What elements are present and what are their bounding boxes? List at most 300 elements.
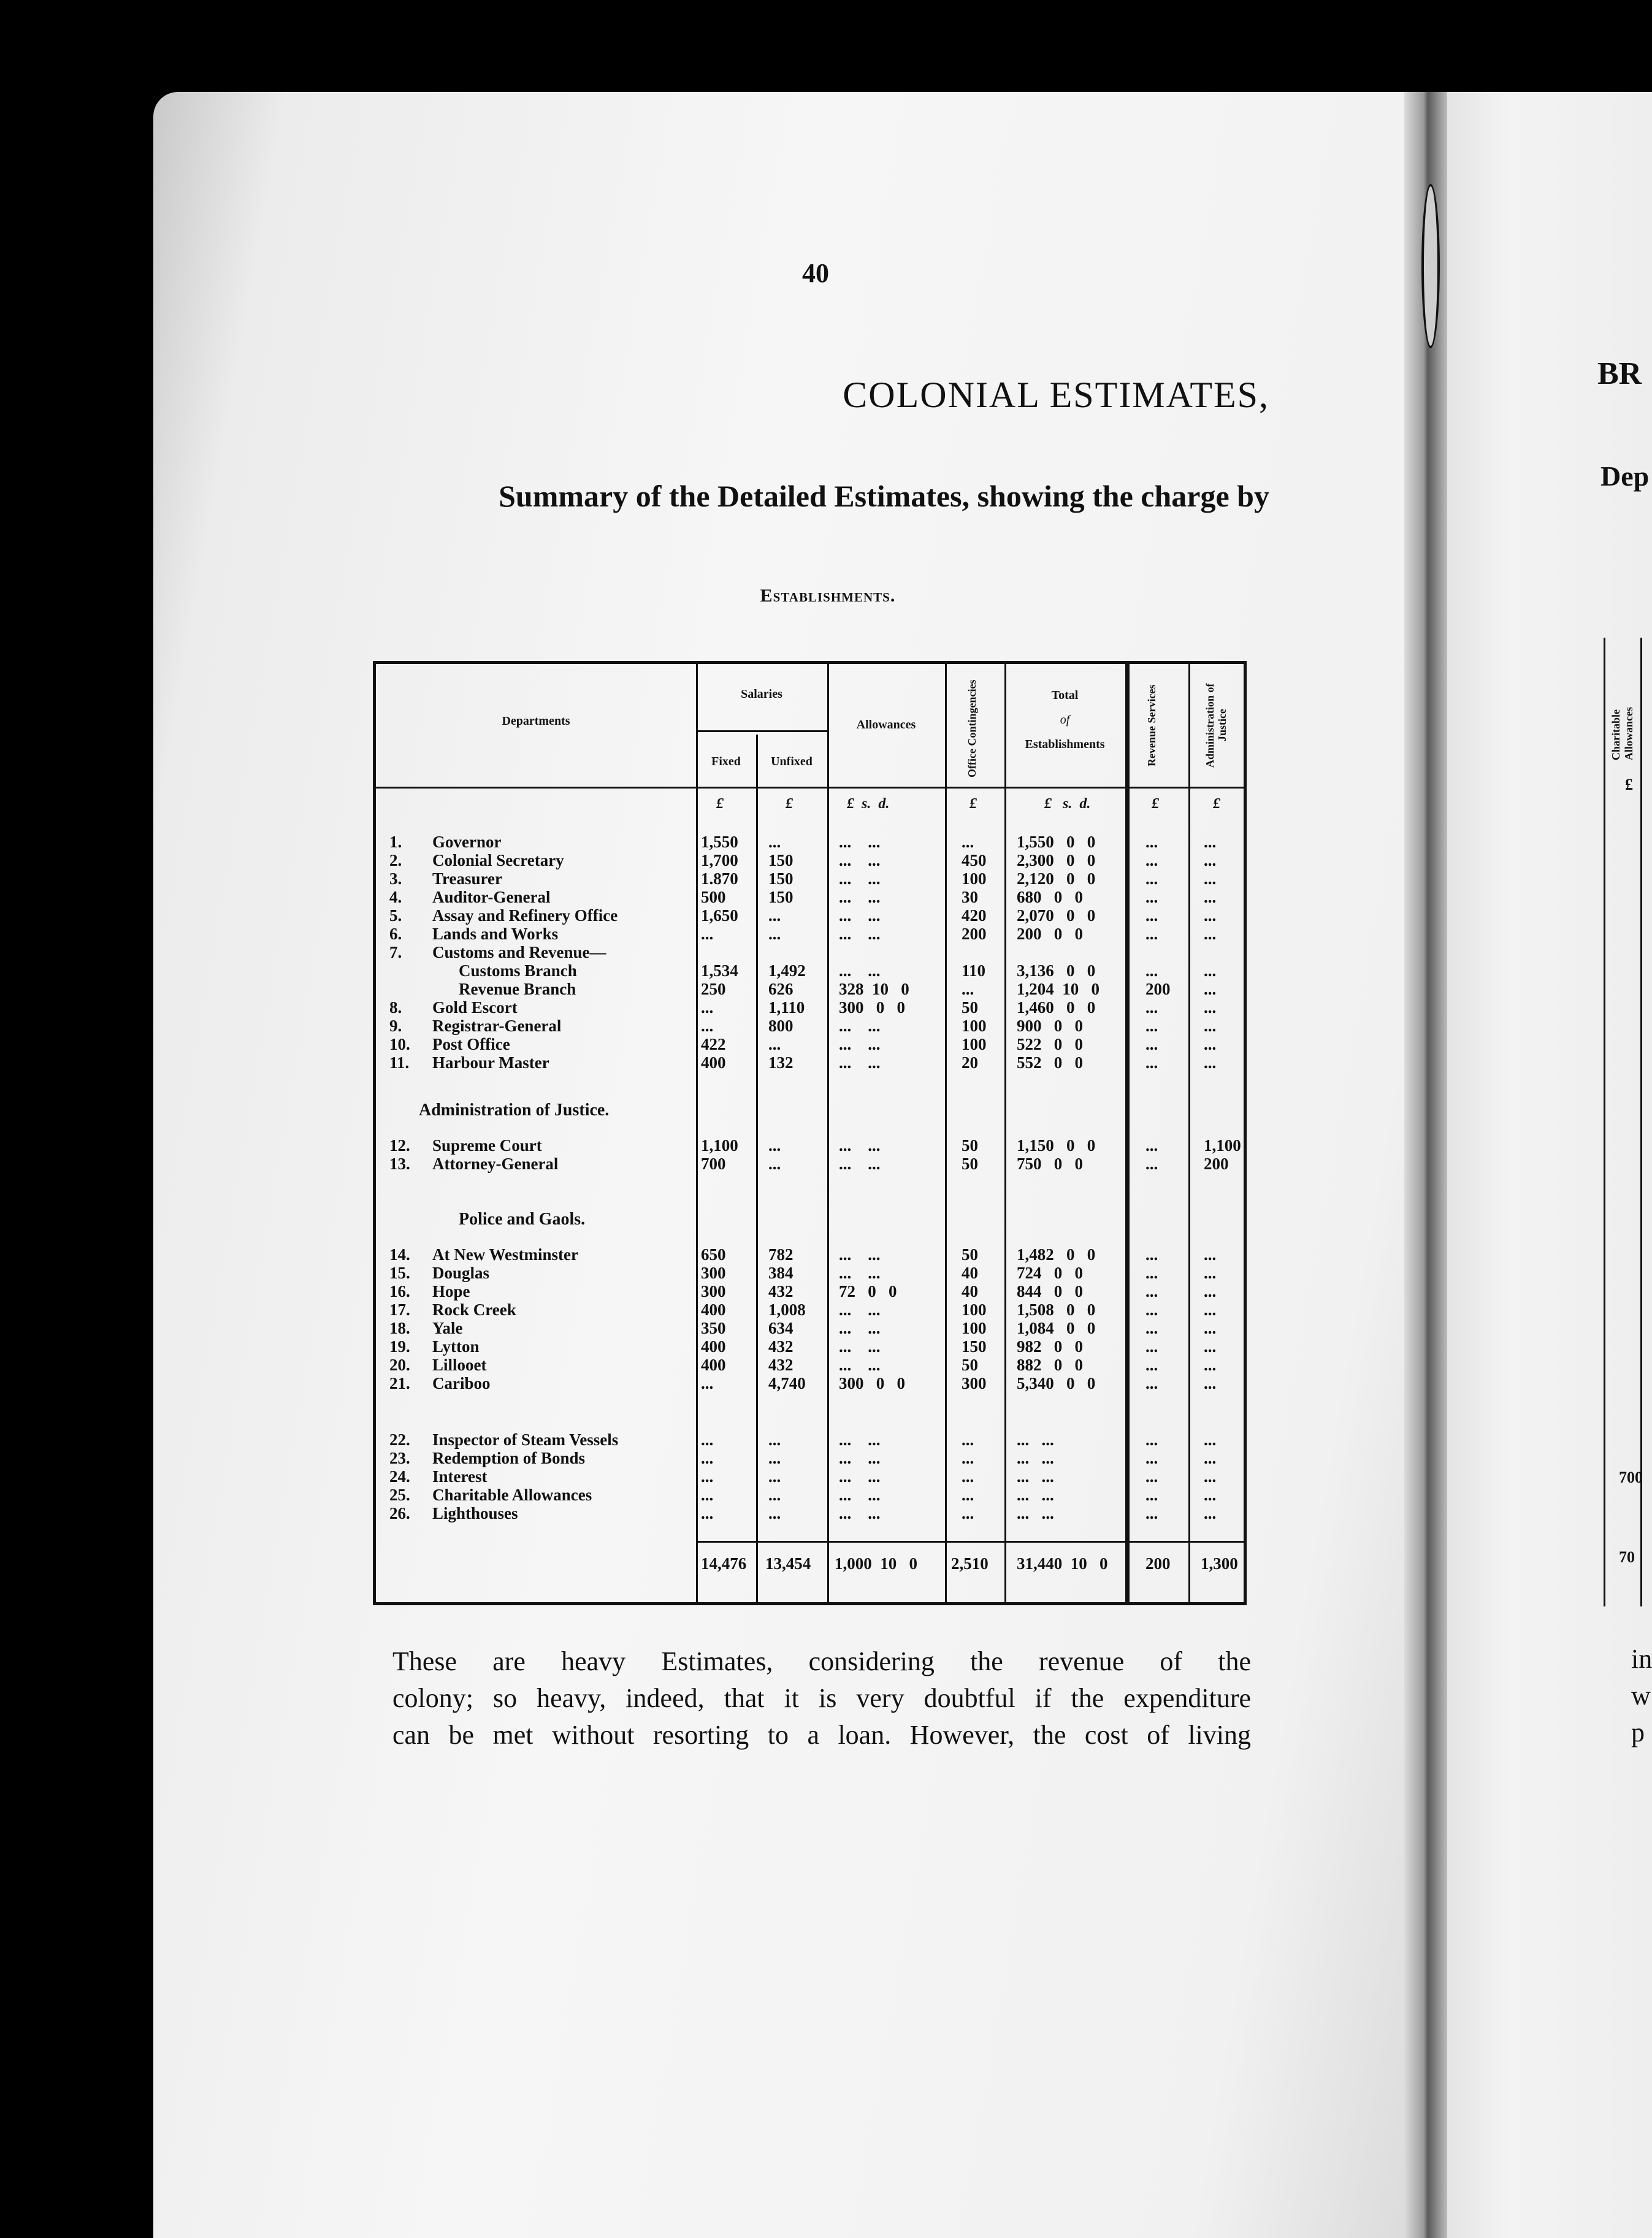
subheading-police: Police and Gaols. (459, 1210, 586, 1229)
cell-justice: ... (1204, 869, 1217, 888)
paragraph-line: colony; so heavy, indeed, that it is very doubtful if the expenditure (392, 1683, 1251, 1713)
header-salaries: Salaries (741, 687, 782, 701)
table-row (376, 1337, 1244, 1356)
cell-allowances: ... ... (839, 925, 881, 943)
row-department: Revenue Branch (459, 980, 576, 998)
cell-office: 50 (962, 1356, 978, 1374)
header-unfixed: Unfixed (771, 755, 813, 768)
row-department: Rock Creek (432, 1300, 516, 1319)
cell-unfixed: ... (768, 906, 781, 925)
cell-office: ... (962, 1486, 974, 1504)
cell-justice: ... (1204, 1430, 1217, 1449)
cell-unfixed: 1,492 (768, 961, 806, 980)
cell-justice: ... (1204, 1449, 1217, 1467)
row-number: 9. (389, 1017, 402, 1035)
header-departments: Departments (502, 714, 570, 728)
right-page-text-fragment: in (1631, 1644, 1652, 1674)
cell-office: 100 (962, 1035, 987, 1053)
row-department: At New Westminster (432, 1245, 578, 1264)
row-department: Douglas (432, 1264, 490, 1282)
cell-unfixed: 800 (768, 1017, 793, 1035)
cell-allowances: ... ... (839, 1035, 881, 1053)
cell-unfixed: ... (768, 833, 781, 851)
right-page-sub-fragment: Dep (1600, 460, 1650, 492)
table-row (376, 1319, 1244, 1337)
cell-justice: ... (1204, 1356, 1217, 1374)
row-department: Hope (432, 1282, 470, 1300)
cell-fixed: 300 (701, 1264, 726, 1282)
totals-divider (696, 1541, 1247, 1543)
cell-justice: 200 (1204, 1155, 1229, 1173)
cell-justice: ... (1204, 1467, 1217, 1486)
cell-fixed: 422 (701, 1035, 726, 1053)
cell-allowances: ... ... (839, 851, 881, 869)
cell-office: 100 (962, 869, 987, 888)
header-establishments: Establishments (1025, 738, 1105, 751)
cell-justice: ... (1204, 980, 1217, 998)
cell-office: ... (962, 980, 974, 998)
cell-allowances: ... ... (839, 1430, 881, 1449)
cell-revenue: ... (1145, 1449, 1158, 1467)
table-row (376, 1136, 1244, 1155)
cell-unfixed: 150 (768, 869, 793, 888)
cell-office: ... (962, 1467, 974, 1486)
cell-allowances: 300 0 0 (839, 1374, 905, 1392)
cell-total: 724 0 0 (1017, 1264, 1083, 1282)
table-row (376, 998, 1244, 1017)
table-row (376, 1486, 1244, 1504)
cell-allowances: ... ... (839, 1245, 881, 1264)
row-number: 6. (389, 925, 402, 943)
cell-revenue: ... (1145, 1245, 1158, 1264)
row-number: 18. (389, 1319, 410, 1337)
row-department: Attorney-General (432, 1155, 559, 1173)
cell-total: ... ... (1017, 1504, 1054, 1522)
row-number: 11. (389, 1053, 410, 1072)
table-row (376, 925, 1244, 943)
row-number: 26. (389, 1504, 410, 1522)
table-row (376, 1449, 1244, 1467)
cell-fixed: 1,700 (701, 851, 738, 869)
table-row (376, 888, 1244, 906)
cell-allowances: ... ... (839, 888, 881, 906)
unit-allowances: £ s. d. (847, 796, 890, 812)
table-row (376, 1264, 1244, 1282)
row-number: 3. (389, 869, 402, 888)
table-row (376, 851, 1244, 869)
cell-allowances: ... ... (839, 1486, 881, 1504)
cell-justice: ... (1204, 1504, 1217, 1522)
cell-justice: ... (1204, 1319, 1217, 1337)
total-justice: 1,300 (1201, 1554, 1238, 1573)
row-department: Interest (432, 1467, 488, 1486)
table-row (376, 1504, 1244, 1522)
table-row (376, 1356, 1244, 1374)
cell-total: 1,084 0 0 (1017, 1319, 1096, 1337)
cell-fixed: ... (701, 1467, 714, 1486)
unit-total: £ s. d. (1044, 796, 1091, 812)
cell-revenue: ... (1145, 1017, 1158, 1035)
row-department: Gold Escort (432, 998, 518, 1017)
cell-office: 40 (962, 1264, 978, 1282)
right-page (1447, 92, 1652, 2238)
cell-justice: 1,100 (1204, 1136, 1241, 1155)
cell-justice: ... (1204, 833, 1217, 851)
cell-office: 30 (962, 888, 978, 906)
cell-allowances: ... ... (839, 1504, 881, 1522)
table-row (376, 1155, 1244, 1173)
table-row (376, 906, 1244, 925)
cell-fixed: 1,100 (701, 1136, 738, 1155)
row-number: 23. (389, 1449, 410, 1467)
cell-unfixed: ... (768, 925, 781, 943)
header-total: Total (1051, 689, 1079, 702)
right-page-value: 700 (1619, 1468, 1643, 1486)
unit-justice: £ (1213, 796, 1220, 812)
table-row (376, 1035, 1244, 1053)
table-row (376, 833, 1244, 851)
cell-justice: ... (1204, 925, 1217, 943)
row-number: 5. (389, 906, 402, 925)
right-page-text-fragment: w (1631, 1681, 1651, 1711)
cell-revenue: ... (1145, 851, 1158, 869)
unit-office: £ (969, 796, 977, 812)
cell-justice: ... (1204, 1486, 1217, 1504)
body-paragraph (392, 1643, 1251, 1754)
cell-revenue: ... (1145, 1300, 1158, 1319)
table-row (376, 1300, 1244, 1319)
cell-fixed: ... (701, 1504, 714, 1522)
cell-allowances: ... ... (839, 1300, 881, 1319)
cell-fixed: 400 (701, 1337, 726, 1356)
table-row (376, 869, 1244, 888)
row-number: 22. (389, 1430, 410, 1449)
cell-fixed: 1,534 (701, 961, 738, 980)
cell-unfixed: 384 (768, 1264, 793, 1282)
cell-unfixed: 634 (768, 1319, 793, 1337)
cell-justice: ... (1204, 1337, 1217, 1356)
cell-revenue: ... (1145, 888, 1158, 906)
total-office: 2,510 (951, 1554, 989, 1573)
cell-revenue: ... (1145, 906, 1158, 925)
cell-unfixed: ... (768, 1467, 781, 1486)
row-number: 8. (389, 998, 402, 1017)
table-row (376, 1282, 1244, 1300)
cell-justice: ... (1204, 961, 1217, 980)
cell-unfixed: 1,110 (768, 998, 805, 1017)
cell-fixed: 650 (701, 1245, 726, 1264)
cell-fixed: 250 (701, 980, 726, 998)
cell-fixed: ... (701, 1449, 714, 1467)
cell-revenue: ... (1145, 1282, 1158, 1300)
cell-fixed: 500 (701, 888, 726, 906)
cell-unfixed: ... (768, 1155, 781, 1173)
page-heading: COLONIAL ESTIMATES, (843, 375, 1269, 415)
cell-allowances: ... ... (839, 869, 881, 888)
paragraph-line: can be met without resorting to a loan. However, the cost of living (392, 1720, 1251, 1750)
cell-unfixed: 432 (768, 1337, 793, 1356)
row-department: Registrar-General (432, 1017, 562, 1035)
right-page-heading-fragment: BR (1597, 356, 1642, 391)
row-department: Auditor-General (432, 888, 551, 906)
row-department: Supreme Court (432, 1136, 542, 1155)
cell-office: 50 (962, 1155, 978, 1173)
cell-total: 5,340 0 0 (1017, 1374, 1096, 1392)
cell-total: 2,300 0 0 (1017, 851, 1096, 869)
table-row (376, 943, 1244, 961)
row-department: Charitable Allowances (432, 1486, 592, 1504)
row-department: Yale (432, 1319, 463, 1337)
estimates-table (373, 661, 1247, 1605)
table-row (376, 1467, 1244, 1486)
cell-allowances: ... ... (839, 1467, 881, 1486)
cell-total: 1,482 0 0 (1017, 1245, 1096, 1264)
cell-revenue: ... (1145, 1374, 1158, 1392)
page-number: 40 (802, 258, 829, 288)
cell-revenue: ... (1145, 1337, 1158, 1356)
cell-total: 1,204 10 0 (1017, 980, 1099, 998)
cell-revenue: ... (1145, 1356, 1158, 1374)
cell-unfixed: 432 (768, 1282, 793, 1300)
cell-fixed: 700 (701, 1155, 726, 1173)
cell-unfixed: 1,008 (768, 1300, 806, 1319)
cell-fixed: 300 (701, 1282, 726, 1300)
cell-fixed: ... (701, 1374, 714, 1392)
cell-allowances: ... ... (839, 1264, 881, 1282)
cell-revenue: ... (1145, 1155, 1158, 1173)
cell-total: 1,508 0 0 (1017, 1300, 1096, 1319)
row-department: Governor (432, 833, 502, 851)
row-number: 4. (389, 888, 402, 906)
row-department: Cariboo (432, 1374, 491, 1392)
cell-office: ... (962, 1449, 974, 1467)
row-number: 12. (389, 1136, 410, 1155)
cell-revenue: ... (1145, 1136, 1158, 1155)
cell-allowances: ... ... (839, 1017, 881, 1035)
header-fixed: Fixed (711, 755, 741, 768)
cell-total: ... ... (1017, 1449, 1054, 1467)
cell-justice: ... (1204, 1300, 1217, 1319)
row-department: Lands and Works (432, 925, 559, 943)
cell-allowances: ... ... (839, 1356, 881, 1374)
header-divider (696, 730, 827, 732)
cell-revenue: ... (1145, 925, 1158, 943)
cell-total: 522 0 0 (1017, 1035, 1083, 1053)
total-revenue: 200 (1145, 1554, 1171, 1573)
row-number: 20. (389, 1356, 410, 1374)
cell-justice: ... (1204, 888, 1217, 906)
cell-office: 100 (962, 1300, 987, 1319)
cell-fixed: ... (701, 998, 714, 1017)
row-number: 21. (389, 1374, 410, 1392)
header-of: of (1060, 713, 1070, 727)
header-revenue-services: Revenue Services (1145, 684, 1158, 766)
unit-unfixed: £ (786, 796, 793, 812)
header-allowances: Allowances (856, 718, 916, 731)
row-department: Lytton (432, 1337, 480, 1356)
cell-justice: ... (1204, 1035, 1217, 1053)
row-number: 13. (389, 1155, 410, 1173)
cell-revenue: ... (1145, 1430, 1158, 1449)
cell-unfixed: 782 (768, 1245, 793, 1264)
cell-total: 982 0 0 (1017, 1337, 1083, 1356)
total-unfixed: 13,454 (765, 1554, 811, 1573)
header-office-contingencies: Office Contingencies (966, 679, 978, 777)
cell-justice: ... (1204, 1245, 1217, 1264)
cell-justice: ... (1204, 906, 1217, 925)
cell-total: 882 0 0 (1017, 1356, 1083, 1374)
cell-office: 50 (962, 1245, 978, 1264)
cell-unfixed: 150 (768, 851, 793, 869)
cell-revenue: ... (1145, 1264, 1158, 1282)
cell-revenue: ... (1145, 869, 1158, 888)
cell-office: 450 (962, 851, 987, 869)
table-row (376, 1245, 1244, 1264)
header-divider (376, 787, 1244, 789)
cell-justice: ... (1204, 1282, 1217, 1300)
cell-total: ... ... (1017, 1486, 1054, 1504)
row-department: Assay and Refinery Office (432, 906, 618, 925)
cell-unfixed: ... (768, 1504, 781, 1522)
cell-allowances: ... ... (839, 1319, 881, 1337)
unit-fixed: £ (716, 796, 724, 812)
cell-revenue: ... (1145, 998, 1158, 1017)
cell-office: 40 (962, 1282, 978, 1300)
row-department: Post Office (432, 1035, 510, 1053)
cell-revenue: ... (1145, 1319, 1158, 1337)
cell-office: ... (962, 1430, 974, 1449)
paragraph-line: These are heavy Estimates, considering the revenue of the (392, 1646, 1251, 1676)
cell-fixed: 1,550 (701, 833, 738, 851)
row-number: 25. (389, 1486, 410, 1504)
cell-fixed: 1,650 (701, 906, 738, 925)
cell-unfixed: 626 (768, 980, 793, 998)
cell-allowances: ... ... (839, 1337, 881, 1356)
row-number: 16. (389, 1282, 410, 1300)
cell-office: 200 (962, 925, 987, 943)
bookmark-ribbon (1421, 184, 1440, 348)
cell-total: 3,136 0 0 (1017, 961, 1096, 980)
table-row (376, 1053, 1244, 1072)
cell-justice: ... (1204, 1017, 1217, 1035)
cell-office: 110 (962, 961, 986, 980)
total-allowances: 1,000 10 0 (835, 1554, 917, 1573)
row-number: 14. (389, 1245, 410, 1264)
cell-office: 300 (962, 1374, 987, 1392)
right-page-col-header: Charitable Allowances (1610, 707, 1635, 760)
cell-office: 100 (962, 1319, 987, 1337)
row-department: Customs Branch (459, 961, 577, 980)
cell-total: 1,550 0 0 (1017, 833, 1096, 851)
cell-fixed: ... (701, 1017, 714, 1035)
cell-total: 844 0 0 (1017, 1282, 1083, 1300)
unit-revenue: £ (1152, 796, 1159, 812)
row-department: Lighthouses (432, 1504, 518, 1522)
right-page-col-divider (1604, 638, 1605, 1606)
row-number: 1. (389, 833, 402, 851)
cell-justice: ... (1204, 998, 1217, 1017)
cell-allowances: ... ... (839, 1136, 881, 1155)
cell-total: 1,150 0 0 (1017, 1136, 1096, 1155)
row-department: Harbour Master (432, 1053, 549, 1072)
cell-fixed: 400 (701, 1053, 726, 1072)
right-page-value: 70 (1619, 1548, 1635, 1566)
cell-unfixed: ... (768, 1449, 781, 1467)
cell-total: 2,070 0 0 (1017, 906, 1096, 925)
row-department: Inspector of Steam Vessels (432, 1430, 619, 1449)
cell-revenue: 200 (1145, 980, 1171, 998)
table-row (376, 980, 1244, 998)
cell-office: ... (962, 1504, 974, 1522)
cell-total: 2,120 0 0 (1017, 869, 1096, 888)
cell-total: 680 0 0 (1017, 888, 1083, 906)
book-gutter (1404, 92, 1447, 2238)
cell-allowances: ... ... (839, 961, 881, 980)
cell-office: 20 (962, 1053, 978, 1072)
cell-allowances: 300 0 0 (839, 998, 905, 1017)
cell-office: 100 (962, 1017, 987, 1035)
row-department: Treasurer (432, 869, 502, 888)
total-establishments: 31,440 10 0 (1017, 1554, 1108, 1573)
cell-allowances: 328 10 0 (839, 980, 909, 998)
cell-justice: ... (1204, 1053, 1217, 1072)
cell-revenue: ... (1145, 1504, 1158, 1522)
cell-unfixed: ... (768, 1136, 781, 1155)
cell-unfixed: ... (768, 1486, 781, 1504)
right-page-col-divider (1640, 638, 1642, 1606)
right-page-unit: £ (1625, 776, 1633, 793)
cell-allowances: ... ... (839, 1155, 881, 1173)
row-department: Lillooet (432, 1356, 487, 1374)
cell-office: 50 (962, 1136, 978, 1155)
row-number: 10. (389, 1035, 410, 1053)
cell-justice: ... (1204, 1374, 1217, 1392)
cell-office: ... (962, 833, 974, 851)
cell-revenue: ... (1145, 1035, 1158, 1053)
cell-total: 552 0 0 (1017, 1053, 1083, 1072)
cell-unfixed: 132 (768, 1053, 793, 1072)
cell-unfixed: ... (768, 1430, 781, 1449)
cell-office: 420 (962, 906, 987, 925)
cell-fixed: ... (701, 1430, 714, 1449)
table-row (376, 1017, 1244, 1035)
page-subheading: Summary of the Detailed Estimates, showing the charge by (499, 479, 1269, 513)
cell-fixed: 400 (701, 1356, 726, 1374)
cell-fixed: 1.870 (701, 869, 738, 888)
section-title: Establishments. (760, 586, 896, 606)
cell-justice: ... (1204, 1264, 1217, 1282)
cell-revenue: ... (1145, 961, 1158, 980)
cell-unfixed: 432 (768, 1356, 793, 1374)
cell-unfixed: 4,740 (768, 1374, 806, 1392)
cell-total: 200 0 0 (1017, 925, 1083, 943)
row-number: 24. (389, 1467, 410, 1486)
cell-total: 750 0 0 (1017, 1155, 1083, 1173)
row-department: Redemption of Bonds (432, 1449, 586, 1467)
row-department: Colonial Secretary (432, 851, 564, 869)
row-number: 2. (389, 851, 402, 869)
row-number: 17. (389, 1300, 410, 1319)
cell-unfixed: ... (768, 1035, 781, 1053)
right-page-text-fragment: p (1631, 1717, 1645, 1747)
cell-fixed: 400 (701, 1300, 726, 1319)
cell-office: 150 (962, 1337, 987, 1356)
table-row (376, 1430, 1244, 1449)
row-number: 7. (389, 943, 402, 961)
total-fixed: 14,476 (701, 1554, 747, 1573)
cell-revenue: ... (1145, 1486, 1158, 1504)
cell-revenue: ... (1145, 1053, 1158, 1072)
